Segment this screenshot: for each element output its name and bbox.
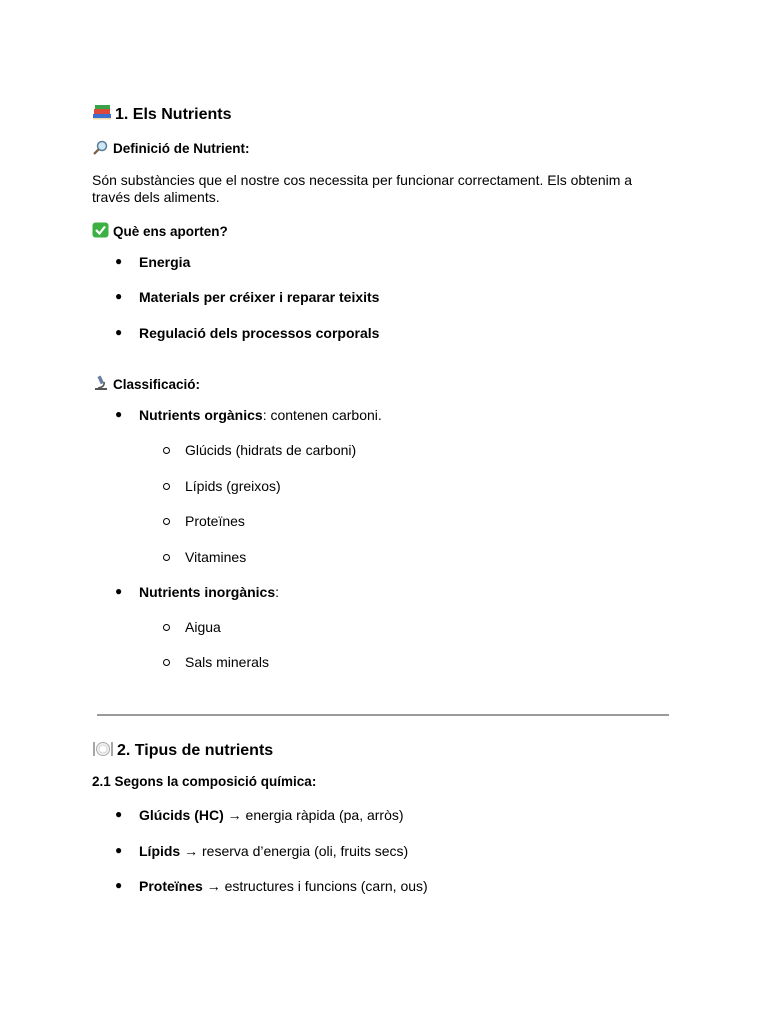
check-icon — [92, 222, 110, 238]
sub-bullet — [163, 483, 170, 490]
sub-list-item: Proteïnes — [185, 513, 245, 529]
bullet: ● — [115, 878, 123, 892]
books-icon — [92, 104, 112, 121]
classification-heading: Classificació: — [113, 377, 201, 392]
sub-bullet — [163, 624, 170, 631]
sub-bullet — [163, 659, 170, 666]
list-item-lipids: Lípids → reserva d’energia (oli, fruits secs) — [139, 843, 409, 859]
bullet: ● — [115, 289, 123, 303]
provides-heading-row — [92, 222, 228, 239]
sub-list-item: Glúcids (hidrats de carboni) — [185, 442, 357, 458]
list-item-glucids: Glúcids (HC) → energia ràpida (pa, arròs) — [139, 807, 404, 823]
bullet: ● — [115, 843, 123, 857]
bullet: ● — [115, 254, 123, 268]
bullet: ● — [115, 584, 123, 598]
provides-heading: Què ens aporten? — [113, 224, 228, 239]
classification-heading-row — [92, 375, 200, 392]
sub-list-item: Lípids (greixos) — [185, 478, 281, 494]
sub-bullet — [163, 447, 170, 454]
list-item-organic: Nutrients orgànics: contenen carboni. — [139, 407, 382, 423]
bullet: ● — [115, 807, 123, 821]
definition-heading-row — [92, 140, 250, 156]
microscope-icon — [92, 375, 110, 391]
section-1-title-row — [92, 104, 231, 124]
section-1-title: 1. Els Nutrients — [115, 106, 232, 123]
sub-list-item: Vitamines — [185, 549, 247, 565]
list-item: Energia — [139, 254, 191, 270]
list-item-proteins: Proteïnes → estructures i funcions (carn, ous) — [139, 878, 428, 894]
horizontal-divider — [97, 714, 669, 716]
list-item-inorganic: Nutrients inorgànics: — [139, 584, 280, 600]
sub-bullet — [163, 554, 170, 561]
bullet: ● — [115, 325, 123, 339]
section-2-title: 2. Tipus de nutrients — [117, 742, 274, 759]
definition-text: Són substàncies que el nostre cos necessita per funcionar correctament. Els obtenim a través dels aliments. — [92, 172, 633, 205]
composition-heading: 2.1 Segons la composició química: — [92, 774, 317, 789]
bullet: ● — [115, 407, 123, 421]
section-2-title-row — [92, 740, 273, 760]
sub-list-item: Aigua — [185, 619, 221, 635]
definition-heading: Definició de Nutrient: — [113, 141, 250, 156]
plate-icon — [92, 740, 114, 757]
list-item: Regulació dels processos corporals — [139, 325, 380, 341]
sub-bullet — [163, 518, 170, 525]
list-item: Materials per créixer i reparar teixits — [139, 289, 380, 305]
magnifier-icon — [92, 140, 110, 155]
sub-list-item: Sals minerals — [185, 654, 270, 670]
